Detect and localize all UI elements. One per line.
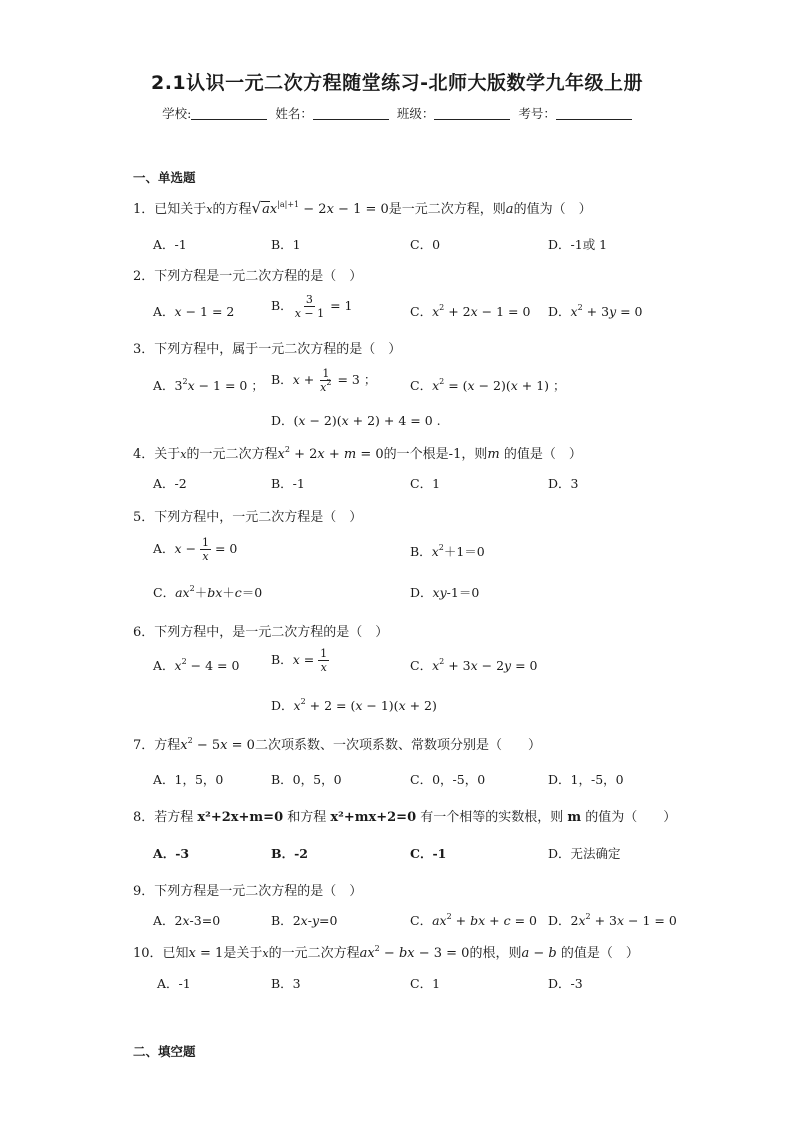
q1-option-a[interactable]: A．-1 bbox=[153, 237, 187, 252]
q6-option-d[interactable]: D．$x^2 + 2 = (x - 1)(x + 2)$ bbox=[271, 697, 437, 713]
q5-option-c[interactable]: C．$ax^2+bx+c=0$ bbox=[153, 584, 263, 600]
q4-option-a[interactable]: A．-2 bbox=[153, 476, 187, 491]
q6-option-c[interactable]: C．$x^2 + 3x - 2y = 0$ bbox=[410, 657, 538, 673]
q1-option-b[interactable]: B．1 bbox=[271, 237, 301, 252]
q5-option-a[interactable]: A．x − $\frac{1}{x}$ = 0 bbox=[153, 536, 238, 563]
q7-option-d[interactable]: D．1，-5，0 bbox=[548, 772, 624, 787]
q6-option-a[interactable]: A．$x^2 - 4 = 0$ bbox=[153, 657, 240, 673]
question-2: 2．下列方程是一元二次方程的是（ ） bbox=[133, 269, 363, 284]
q9-option-a[interactable]: A．2x-3=0 bbox=[153, 913, 221, 928]
q3-option-c[interactable]: C．$x^2 = (x - 2)(x + 1)$ ； bbox=[410, 377, 566, 393]
q10-option-d[interactable]: D．-3 bbox=[548, 976, 583, 991]
q3-option-a[interactable]: A．$3^2x - 1 = 0$ ； bbox=[153, 377, 264, 393]
q2-option-c[interactable]: C．$x^2 + 2x - 1 = 0$ bbox=[410, 303, 531, 319]
q2-option-d[interactable]: D．$x^2 + 3y = 0$ bbox=[548, 303, 643, 319]
q7-option-a[interactable]: A．1，5，0 bbox=[153, 772, 224, 787]
q8-option-a[interactable]: A．-3 bbox=[153, 846, 190, 861]
question-4: 4．关于x的一元二次方程$x^2 + 2x + m = 0$的一个根是-1，则m 的值是（ ） bbox=[133, 445, 582, 462]
q2-option-a[interactable]: A．x − 1 = 2 bbox=[153, 304, 235, 319]
question-7: 7．方程$x^2 - 5x = 0$二次项系数、一次项系数、常数项分别是（ ） bbox=[133, 736, 541, 753]
q9-option-c[interactable]: C．$ax^2$ + bx + c = 0 bbox=[410, 912, 537, 928]
question-3: 3．下列方程中，属于一元二次方程的是（ ） bbox=[133, 342, 402, 357]
q10-option-c[interactable]: C．1 bbox=[410, 976, 441, 991]
q7-option-c[interactable]: C．0，-5，0 bbox=[410, 772, 486, 787]
student-info-line bbox=[0, 104, 794, 122]
q10-option-a[interactable]: A．-1 bbox=[157, 976, 191, 991]
question-9: 9．下列方程是一元二次方程的是（ ） bbox=[133, 884, 363, 899]
q5-option-d[interactable]: D．xy-1＝0 bbox=[410, 585, 480, 600]
q10-option-b[interactable]: B．3 bbox=[271, 976, 301, 991]
q8-option-b[interactable]: B．-2 bbox=[271, 846, 308, 861]
question-6: 6．下列方程中，是一元二次方程的是（ ） bbox=[133, 625, 389, 640]
q8-option-c[interactable]: C．-1 bbox=[410, 846, 447, 861]
name-field[interactable]: 姓名： bbox=[275, 104, 389, 122]
q4-option-d[interactable]: D．3 bbox=[548, 476, 579, 491]
q6-option-b[interactable]: B．x = $\frac{1}{x}$ bbox=[271, 647, 328, 674]
q9-option-d[interactable]: D．$2x^2 + 3x - 1 = 0$ bbox=[548, 912, 677, 928]
id-field[interactable]: 考号： bbox=[518, 104, 632, 122]
question-8: 8．若方程 x²+2x+m=0 和方程 x²+mx+2=0 有一个相等的实数根，则 m 的值为（ ） bbox=[133, 810, 677, 825]
q4-option-b[interactable]: B．-1 bbox=[271, 476, 305, 491]
school-field[interactable]: 学校: bbox=[162, 104, 267, 122]
q8-option-d[interactable]: D．无法确定 bbox=[548, 846, 621, 861]
class-field[interactable]: 班级： bbox=[397, 104, 511, 122]
q3-option-d[interactable]: D．(x − 2)(x + 2) + 4 = 0 . bbox=[271, 413, 441, 428]
q2-option-b[interactable]: B． $\frac{3}{x - 1}$ = 1 bbox=[271, 293, 353, 320]
q5-option-b[interactable]: B．$x^2+1=0$ bbox=[410, 543, 485, 559]
q4-option-c[interactable]: C．1 bbox=[410, 476, 441, 491]
question-1: 1．已知关于x的方程$√ax^{|a|+1} - 2x - 1 = 0$是一元二次方程，则a的值为（ ） bbox=[133, 199, 592, 217]
q3-option-b[interactable]: B．x + $\frac{1}{x^2}$ = 3 ； bbox=[271, 367, 377, 394]
q9-option-b[interactable]: B．2x-y=0 bbox=[271, 913, 338, 928]
section-fill-blank: 二、填空题 bbox=[133, 1044, 196, 1059]
q1-option-d[interactable]: D．-1或 1 bbox=[548, 237, 608, 252]
q7-option-b[interactable]: B．0，5，0 bbox=[271, 772, 342, 787]
question-5: 5．下列方程中，一元二次方程是（ ） bbox=[133, 510, 363, 525]
section-single-choice: 一、单选题 bbox=[133, 170, 196, 185]
q1-option-c[interactable]: C．0 bbox=[410, 237, 441, 252]
question-10: 10．已知x = 1是关于x的一元二次方程$ax^2$ − bx − 3 = 0的根，则a − b 的值是（ ） bbox=[133, 944, 639, 961]
page-title: 2.1认识一元二次方程随堂练习-北师大版数学九年级上册 bbox=[150, 72, 644, 94]
